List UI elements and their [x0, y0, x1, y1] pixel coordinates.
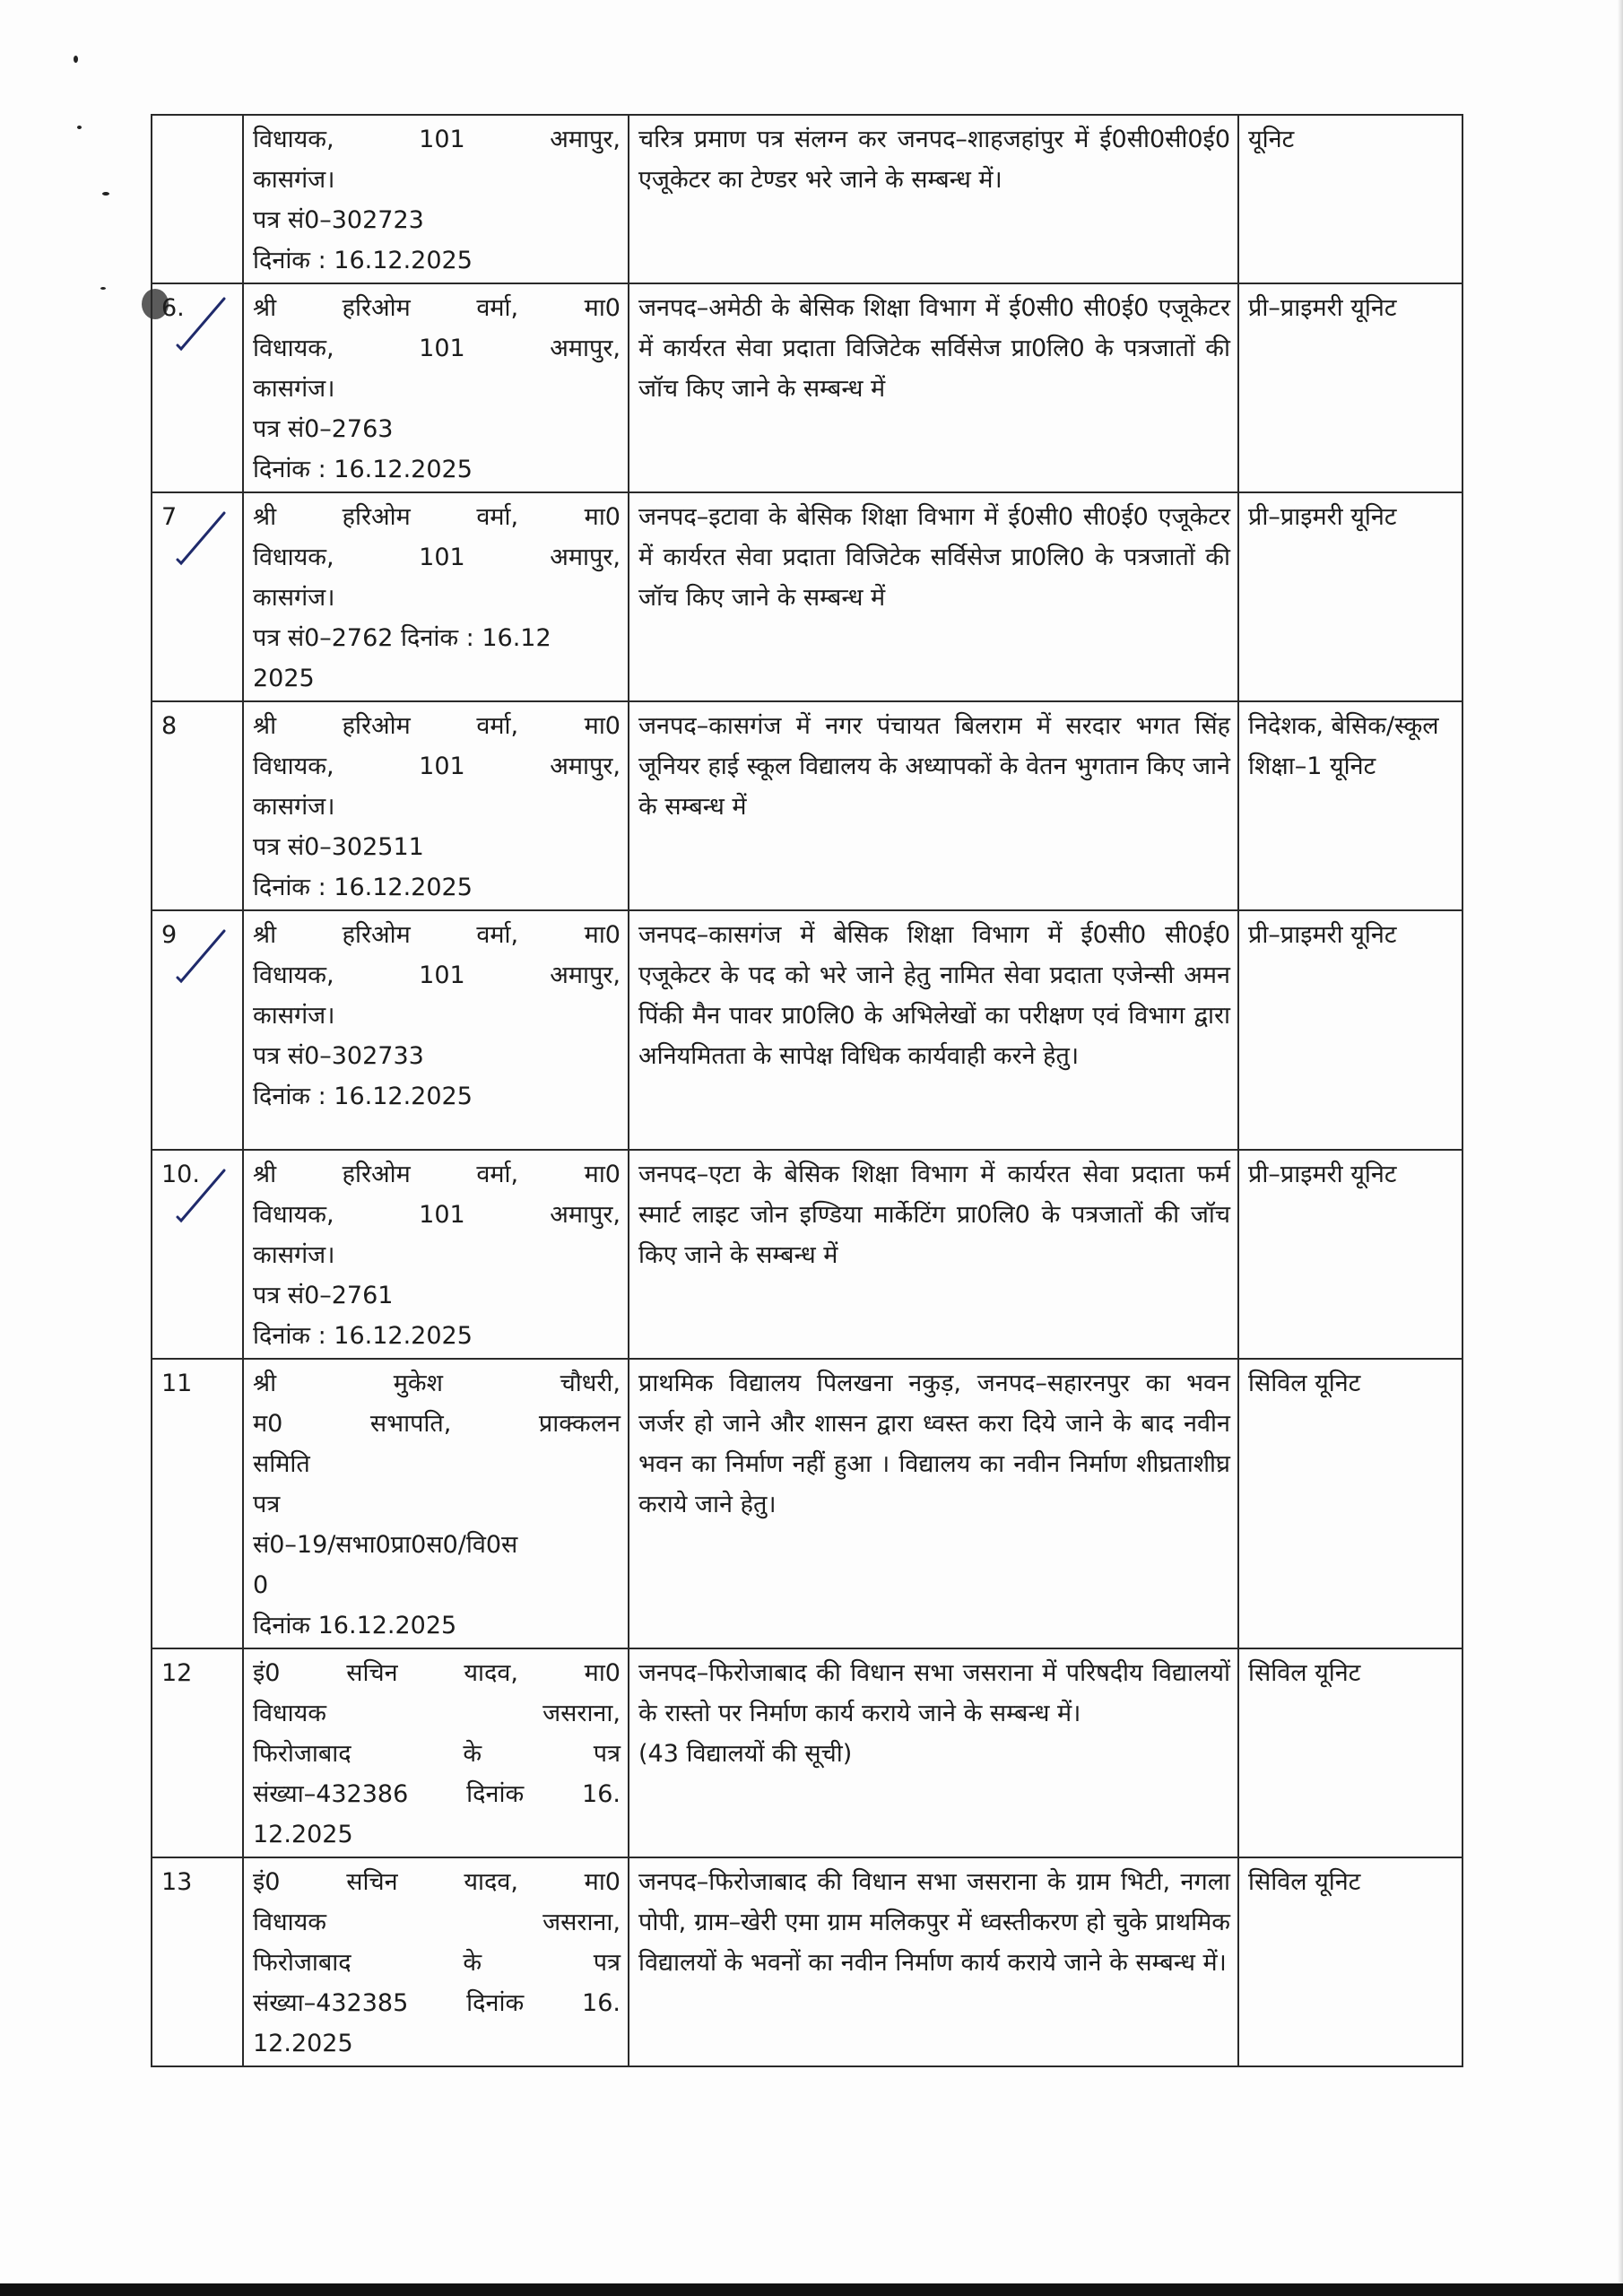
serial-number-cell: [152, 1359, 243, 1648]
reference-line: पत्र सं0–2761: [253, 1282, 394, 1309]
serial-number: 13: [161, 1868, 193, 1896]
unit-text: प्री–प्राइमरी यूनिट: [1248, 294, 1397, 322]
subject-text: प्राथमिक विद्यालय पिलखना नकुड़, जनपद–सहारनपुर का भवन जर्जर हो जाने और शासन द्वारा ध्वस्त करा दिये जाने के बाद नवीन भवन का निर्माण नहीं हुआ । विद्यालय का नवीन निर्माण शीघ्रताशीघ्र कराये जाने हेतु।: [638, 1370, 1230, 1518]
table-row: [152, 115, 1462, 283]
subject-text: जनपद–अमेठी के बेसिक शिक्षा विभाग में ई0सी0 सी0ई0 एजूकेटर में कार्यरत सेवा प्रदाता विजिटेक सर्विसेज प्रा0लि0 के पत्रजातों की जॉच किए जाने के सम्बन्ध में: [638, 294, 1230, 403]
subject-cell: [629, 701, 1238, 910]
subject-cell: [629, 492, 1238, 701]
reference-line: संख्या–432386 दिनांक 16.: [253, 1780, 621, 1808]
reference-line: विधायक, 101 अमापुर,: [253, 1201, 621, 1229]
reference-line: फिरोजाबाद के पत्र: [253, 1949, 621, 1977]
reference-line: दिनांक : 16.12.2025: [253, 456, 473, 483]
checkmark-icon: [169, 1163, 231, 1226]
reference-line: दिनांक : 16.12.2025: [253, 247, 473, 274]
unit-cell: [1238, 1648, 1462, 1857]
reference-line: 12.2025: [253, 1821, 353, 1848]
reference-line: कासगंज।: [253, 584, 335, 612]
reference-line: पत्र सं0–2763: [253, 415, 394, 443]
table-row: [152, 1648, 1462, 1857]
table-row: [152, 910, 1462, 1150]
reference-line: दिनांक : 16.12.2025: [253, 1083, 473, 1110]
reference-line: पत्र सं0–2762 दिनांक : 16.12: [253, 624, 551, 652]
reference-line: म0 सभापति, प्राक्कलन: [253, 1410, 621, 1438]
reference-line: पत्र सं0–302511: [253, 833, 424, 861]
serial-number: 12: [161, 1659, 193, 1687]
unit-text: प्री–प्राइमरी यूनिट: [1248, 1161, 1397, 1188]
checkmark-icon: [169, 506, 231, 569]
unit-cell: [1238, 1857, 1462, 2066]
reference-line: इं0 सचिन यादव, मा0: [253, 1868, 621, 1896]
table-row: [152, 1359, 1462, 1648]
reference-line: 2025: [253, 665, 315, 692]
reference-line: कासगंज।: [253, 1241, 335, 1269]
reference-line: विधायक, 101 अमापुर,: [253, 126, 621, 153]
reference-cell: [243, 701, 629, 910]
reference-line: संख्या–432385 दिनांक 16.: [253, 1989, 621, 2017]
unit-cell: [1238, 1150, 1462, 1359]
reference-line: विधायक, 101 अमापुर,: [253, 752, 621, 780]
subject-cell: [629, 1359, 1238, 1648]
subject-cell: [629, 910, 1238, 1150]
serial-number-cell: [152, 492, 243, 701]
unit-text: प्री–प्राइमरी यूनिट: [1248, 503, 1397, 531]
reference-line: दिनांक 16.12.2025: [253, 1612, 457, 1639]
reference-cell: [243, 492, 629, 701]
subject-cell: [629, 1150, 1238, 1359]
reference-cell: [243, 1857, 629, 2066]
subject-note: (43 विद्यालयों की सूची): [638, 1740, 853, 1768]
subject-text: जनपद–कासगंज में बेसिक शिक्षा विभाग में ई0सी0 सी0ई0 एजूकेटर के पद को भरे जाने हेतु नामित सेवा प्रदाता एजेन्सी अमन पिंकी मैन पावर प्रा0लि0 के अभिलेखों का परीक्षण एवं विभाग द्वारा अनियमितता के सापेक्ष विधिक कार्यवाही करने हेतु।: [638, 921, 1230, 1070]
table-row: [152, 1857, 1462, 2066]
reference-line: पत्र: [253, 1491, 281, 1518]
reference-line: श्री हरिओम वर्मा, मा0: [253, 503, 621, 531]
reference-line: श्री हरिओम वर्मा, मा0: [253, 712, 621, 740]
scan-speck: [74, 56, 78, 63]
subject-cell: [629, 115, 1238, 283]
checkmark-icon: [169, 291, 231, 354]
reference-line: विधायक, 101 अमापुर,: [253, 961, 621, 989]
serial-number-cell: [152, 910, 243, 1150]
subject-text: जनपद–फिरोजाबाद की विधान सभा जसराना में परिषदीय विद्यालयों के रास्तो पर निर्माण कार्य कराये जाने के सम्बन्ध में।: [638, 1659, 1230, 1727]
reference-line: श्री हरिओम वर्मा, मा0: [253, 1161, 621, 1188]
reference-cell: [243, 283, 629, 492]
unit-cell: [1238, 492, 1462, 701]
table-row: [152, 1150, 1462, 1359]
serial-number-cell: [152, 1648, 243, 1857]
reference-line: श्री मुकेश चौधरी,: [253, 1370, 621, 1397]
serial-number-cell: [152, 1857, 243, 2066]
reference-line: 12.2025: [253, 2030, 353, 2057]
unit-text: निदेशक, बेसिक/स्कूल शिक्षा–1 यूनिट: [1248, 712, 1439, 780]
unit-text: सिविल यूनिट: [1248, 1370, 1361, 1397]
reference-line: विधायक जसराना,: [253, 1909, 621, 1936]
reference-line: श्री हरिओम वर्मा, मा0: [253, 294, 621, 322]
reference-line: विधायक, 101 अमापुर,: [253, 544, 621, 571]
serial-number-cell: [152, 115, 243, 283]
unit-text: सिविल यूनिट: [1248, 1868, 1361, 1896]
serial-number: 7: [161, 503, 178, 531]
subject-text: जनपद–फिरोजाबाद की विधान सभा जसराना के ग्राम भिटी, नगला पोपी, ग्राम–खेरी एमा ग्राम मलिकपुर में ध्वस्तीकरण हो चुके प्राथमिक विद्यालयों के भवनों का नवीन निर्माण कार्य कराये जाने के सम्बन्ध में।: [638, 1868, 1230, 1977]
scan-speck: [77, 126, 82, 129]
reference-line: श्री हरिओम वर्मा, मा0: [253, 921, 621, 949]
scan-speck: [100, 287, 106, 290]
reference-line: दिनांक : 16.12.2025: [253, 1322, 473, 1350]
subject-cell: [629, 1857, 1238, 2066]
serial-number-cell: [152, 283, 243, 492]
subject-text: जनपद–कासगंज में नगर पंचायत बिलराम में सरदार भगत सिंह जूनियर हाई स्कूल विद्यालय के अध्यापकों के वेतन भुगतान किए जाने के सम्बन्ध में: [638, 712, 1230, 821]
unit-cell: [1238, 283, 1462, 492]
reference-cell: [243, 1150, 629, 1359]
reference-line: फिरोजाबाद के पत्र: [253, 1740, 621, 1768]
reference-line: इं0 सचिन यादव, मा0: [253, 1659, 621, 1687]
subject-text: जनपद–इटावा के बेसिक शिक्षा विभाग में ई0सी0 सी0ई0 एजूकेटर में कार्यरत सेवा प्रदाता विजिटेक सर्विसेज प्रा0लि0 के पत्रजातों की जॉच किए जाने के सम्बन्ध में: [638, 503, 1230, 612]
page-edge-shadow: [1618, 0, 1623, 2296]
unit-text: प्री–प्राइमरी यूनिट: [1248, 921, 1397, 949]
serial-number: 6.: [161, 294, 185, 322]
scan-bottom-edge: [0, 2283, 1623, 2296]
table-row: [152, 701, 1462, 910]
reference-line: कासगंज।: [253, 793, 335, 821]
reference-cell: [243, 910, 629, 1150]
subject-text: जनपद–एटा के बेसिक शिक्षा विभाग में कार्यरत सेवा प्रदाता फर्म स्मार्ट लाइट जोन इण्डिया मार्केटिंग प्रा0लि0 के पत्रजातों की जॉच किए जाने के सम्बन्ध में: [638, 1161, 1230, 1269]
reference-line: विधायक जसराना,: [253, 1700, 621, 1727]
reference-line: कासगंज।: [253, 166, 335, 194]
unit-cell: [1238, 701, 1462, 910]
reference-line: विधायक, 101 अमापुर,: [253, 335, 621, 362]
reference-cell: [243, 1648, 629, 1857]
unit-text: यूनिट: [1248, 126, 1295, 153]
serial-number-cell: [152, 701, 243, 910]
unit-cell: [1238, 910, 1462, 1150]
unit-cell: [1238, 115, 1462, 283]
serial-number: 8: [161, 712, 178, 740]
subject-cell: [629, 283, 1238, 492]
subject-text: चरित्र प्रमाण पत्र संलग्न कर जनपद–शाहजहांपुर में ई0सी0सी0ई0 एजूकेटर का टेण्डर भरे जाने के सम्बन्ध में।: [638, 126, 1230, 194]
reference-line: पत्र सं0–302733: [253, 1042, 424, 1070]
reference-line: 0: [253, 1571, 269, 1599]
reference-cell: [243, 1359, 629, 1648]
reference-line: कासगंज।: [253, 375, 335, 403]
reference-line: कासगंज।: [253, 1002, 335, 1030]
table-row: [152, 283, 1462, 492]
serial-number-cell: [152, 1150, 243, 1359]
subject-cell: [629, 1648, 1238, 1857]
serial-number: 9: [161, 921, 178, 949]
serial-number: 10.: [161, 1161, 200, 1188]
reference-line: दिनांक : 16.12.2025: [253, 874, 473, 901]
reference-line: पत्र सं0–302723: [253, 206, 424, 234]
table-row: [152, 492, 1462, 701]
reference-cell: [243, 115, 629, 283]
scan-speck: [102, 192, 109, 196]
unit-cell: [1238, 1359, 1462, 1648]
letters-table: [151, 114, 1463, 2067]
reference-line: समिति: [253, 1450, 310, 1478]
unit-text: सिविल यूनिट: [1248, 1659, 1361, 1687]
reference-line: सं0–19/सभा0प्रा0स0/वि0स: [253, 1531, 518, 1559]
checkmark-icon: [169, 924, 231, 987]
serial-number: 11: [161, 1370, 193, 1397]
